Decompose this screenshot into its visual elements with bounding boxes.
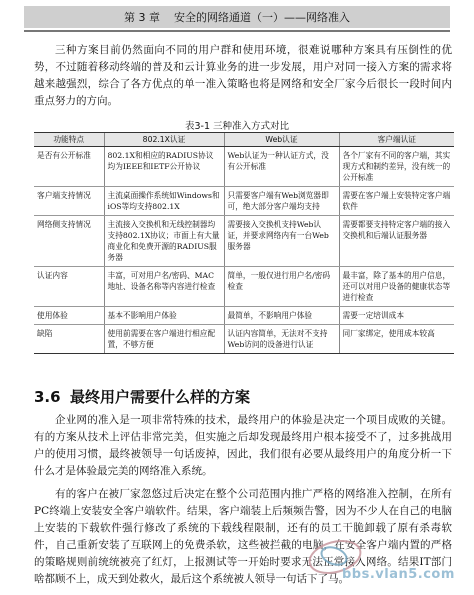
table-cell: 主流接入交换机和无线控制器均支持802.1X协议；市面上有大量商业化和免费开源的RADIUS服务器 [104,216,224,267]
table-row [34,267,454,307]
table-cell: 各个厂家有不同的客户端，其实现方式和制约差异，没有统一的公开标准 [339,147,454,187]
table-cell: Web认证为一种认证方式，没有公开标准 [224,147,339,187]
table-header-cell: 802.1X认证 [104,133,224,147]
table-header-cell: 功能特点 [34,133,104,147]
table-cell: 需要接入交换机支持Web认证，并要求网络内有一台Web服务器 [224,216,339,267]
table-cell: 需要一定培训成本 [339,307,454,325]
body-paragraph: 有的客户在被厂家忽悠过后决定在整个公司范围内推广严格的网络准入控制，在所有PC终端上安装安全客户端软件。结果，客户端装上后频频告警，因为不少人在自己的电脑上安装的下载软件强行修改了系统的下载线程限制，还有的员工干脆卸载了原有杀毒软件，自己重新安装了互联网上的免费杀软，这些被拦截的电脑，在安全客户端内置的严格的策略规则前统统被亮了红灯，上报测试等一开始时要求无法正常接入网络。结果IT部门啥都顾不上，成天到处救火，最后这个系统被人领导一句话下了马。 [34,488,452,585]
watermark-url: bbs.vlan5.com [342,567,455,582]
table-cell: 最丰富，除了基本的用户信息，还可以对用户设备的健康状态等进行检查 [339,267,454,307]
table-cell: 只需要客户端有Web浏览器即可，绝大部分客户端均支持 [224,187,339,216]
table-cell: 丰富，可对用户名/密码、MAC地址、设备名称等内容进行检查 [104,267,224,307]
running-header [24,6,450,28]
section-heading [34,386,250,407]
section-title: 最终用户需要什么样的方案 [70,388,251,406]
table-header-cell: Web认证 [224,133,339,147]
table-header-row [34,133,454,147]
table-caption: 表3-1 三种准入方式对比 [184,121,290,132]
table-cell: 网络侧支持情况 [34,216,104,267]
table-cell: 基本不影响用户体验 [104,307,224,325]
table-cell: 同厂家绑定，使用成本较高 [339,325,454,354]
table-row [34,187,454,216]
chapter-label: 第 3 章 [124,11,160,24]
table-row [34,307,454,325]
table-cell: 802.1X和相应的RADIUS协议均为IEEE和IETF公开协议 [104,147,224,187]
table-cell: 缺陷 [34,325,104,354]
table-cell: 最简单，不影响用户体验 [224,307,339,325]
intro-paragraph: 三种方案目前仍然面向不同的用户群和使用环境，很难说哪种方案具有压倒性的优势，不过随着移动终端的普及和云计算业务的进一步发展，用户对同一接入方案的需求将越来越强烈，综合了各方优点的单一准入策略也将是网络和安全厂家今后很长一段时间内重点努力的方向。 [34,44,452,107]
table-cell: 使用体验 [34,307,104,325]
table-cell: 使用前需要在客户端进行相应配置，不够方便 [104,325,224,354]
table-cell: 认证内容简单，无法对不支持Web访问的设备进行认证 [224,325,339,354]
table-cell: 是否有公开标准 [34,147,104,187]
table-cell: 简单，一般仅进行用户名/密码检查 [224,267,339,307]
comparison-table [34,132,454,354]
chapter-title: 安全的网络通道（一）——网络准入 [174,11,350,24]
watermark [298,537,456,591]
header-rule [24,30,450,32]
table-cell: 需要在客户端上安装特定客户端软件 [339,187,454,216]
table-row [34,147,454,187]
table-cell: 主流桌面操作系统如Windows和iOS等均支持802.1X [104,187,224,216]
table-row [34,216,454,267]
table-header-cell: 客户端认证 [339,133,454,147]
table-cell: 认证内容 [34,267,104,307]
section-number: 3.6 [34,388,61,406]
table-cell: 客户端支持情况 [34,187,104,216]
body-paragraph: 企业网的准入是一项非常特殊的技术，最终用户的体验是决定一个项目成败的关键。有的方案从技术上评估非常完美，但实施之后却发现最终用户根本接受不了，过多挑战用户的使用习惯，最终被领导一句话废掉，因此，我们很有必要从最终用户的角度分析一下什么才是体验最完美的网络准入系统。 [34,414,452,477]
table-cell: 需要都要支持特定客户端的接入交换机和后端认证服务器 [339,216,454,267]
table-row [34,325,454,354]
